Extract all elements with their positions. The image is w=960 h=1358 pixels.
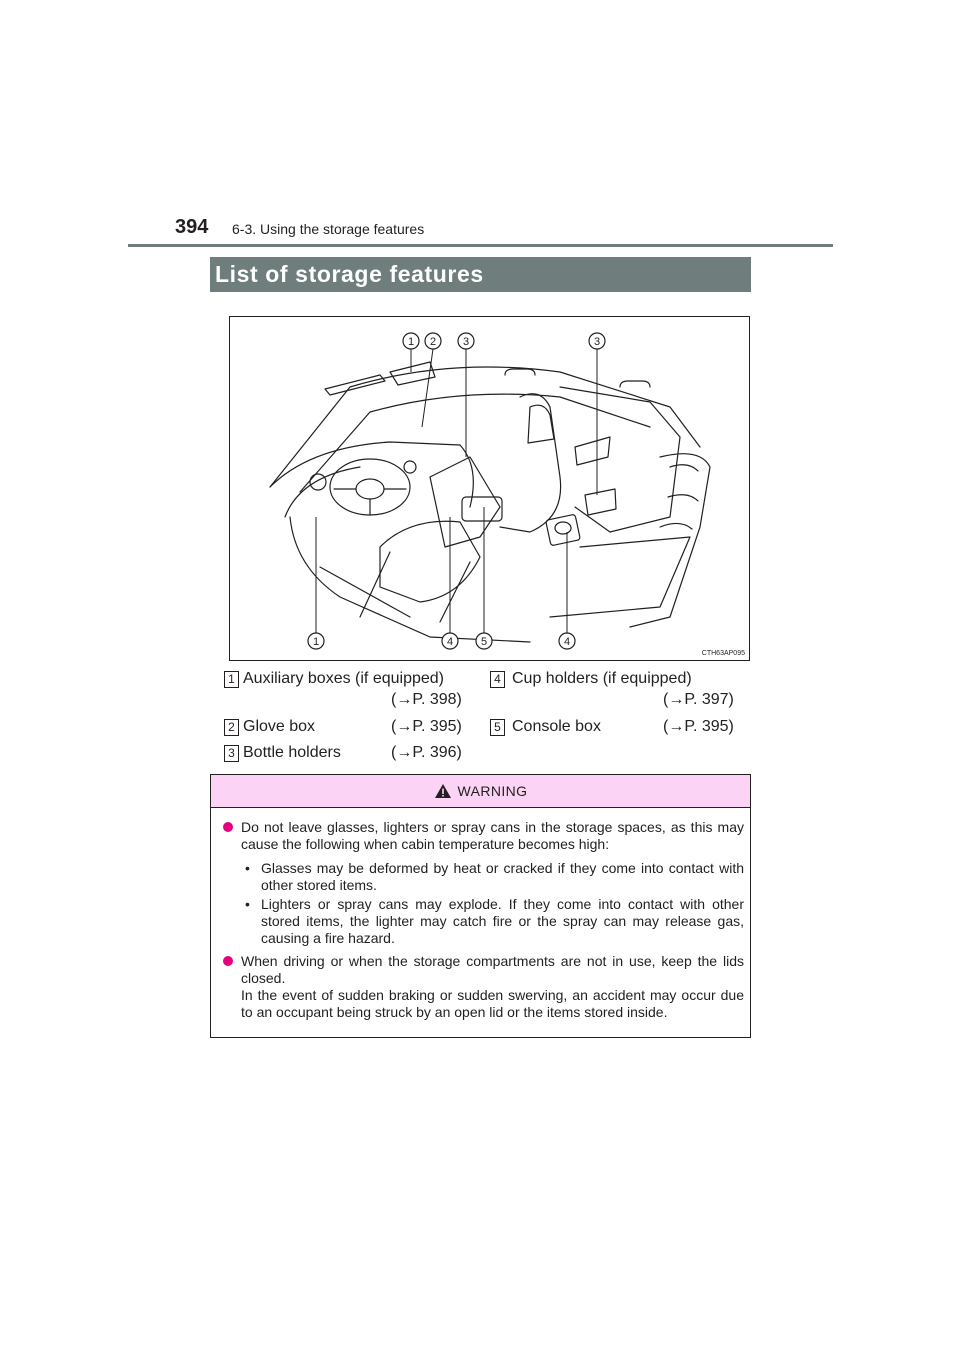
warning-subitem-text: Glasses may be deformed by heat or cracked if they come into contact with other stored items.: [261, 860, 744, 893]
title-bar: [210, 257, 751, 292]
callout-bottom-4a: 4: [446, 636, 454, 648]
legend-label-glove-box: Glove box: [243, 718, 316, 735]
warning-box: [210, 774, 751, 1038]
warning-item: [221, 953, 744, 1021]
bullet-icon: [223, 956, 233, 966]
callout-bottom-4b: 4: [563, 636, 571, 648]
sub-bullet-icon: •: [245, 860, 250, 876]
figure-code: CTH63AP095: [701, 650, 745, 657]
warning-subitem: [221, 896, 744, 947]
section-title: 6-3. Using the storage features: [232, 221, 425, 237]
legend-number-1: 1: [224, 671, 239, 688]
warning-item-text: Do not leave glasses, lighters or spray cans in the storage spaces, as this may cause the following when cabin temperature becomes high:: [241, 819, 744, 852]
legend-label-cup-holders: Cup holders (if equipped): [512, 670, 692, 687]
warning-header: [211, 775, 750, 808]
car-interior-drawing: [230, 317, 751, 662]
legend-ref-cup-holders: (→P. 397): [663, 691, 734, 708]
header-rule: [128, 244, 833, 247]
legend-label-auxiliary-boxes: Auxiliary boxes (if equipped): [243, 670, 444, 687]
warning-body: [221, 819, 744, 1021]
warning-item-text: When driving or when the storage compartments are not in use, keep the lids closed.: [241, 953, 744, 986]
callout-bottom-1: 1: [312, 636, 320, 648]
warning-subitem-text: Lighters or spray cans may explode. If they come into contact with other stored items, the lighter may catch fire or the spray can may release gas, causing a fire hazard.: [261, 896, 744, 946]
legend-ref-bottle-holders: (→P. 396): [391, 744, 462, 761]
warning-triangle-icon: [434, 783, 452, 799]
callout-top-3a: 3: [462, 336, 470, 348]
callout-top-3b: 3: [593, 336, 601, 348]
sub-bullet-icon: •: [245, 896, 250, 912]
page-title: List of storage features: [215, 261, 484, 287]
warning-item: [221, 819, 744, 853]
legend-ref-glove-box: (→P. 395): [391, 718, 462, 735]
callout-bottom-5: 5: [480, 636, 488, 648]
legend-number-5: 5: [490, 719, 505, 736]
legend-ref-console-box: (→P. 395): [663, 718, 734, 735]
warning-heading: WARNING: [457, 783, 528, 799]
warning-subitem: [221, 860, 744, 894]
page-number: 394: [175, 216, 209, 238]
legend-ref-auxiliary-boxes: (→P. 398): [391, 691, 462, 708]
bullet-icon: [223, 822, 233, 832]
callout-top-2: 2: [429, 336, 437, 348]
warning-item-extra: In the event of sudden braking or sudden swerving, an accident may occur due to an occupant being struck by an open lid or the items stored inside.: [241, 987, 744, 1020]
legend-number-3: 3: [224, 745, 239, 762]
legend-number-4: 4: [490, 671, 505, 688]
interior-illustration: [229, 316, 750, 661]
legend-number-2: 2: [224, 719, 239, 736]
legend-label-bottle-holders: Bottle holders: [243, 744, 341, 761]
legend-label-console-box: Console box: [512, 718, 601, 735]
callout-top-1: 1: [407, 336, 415, 348]
